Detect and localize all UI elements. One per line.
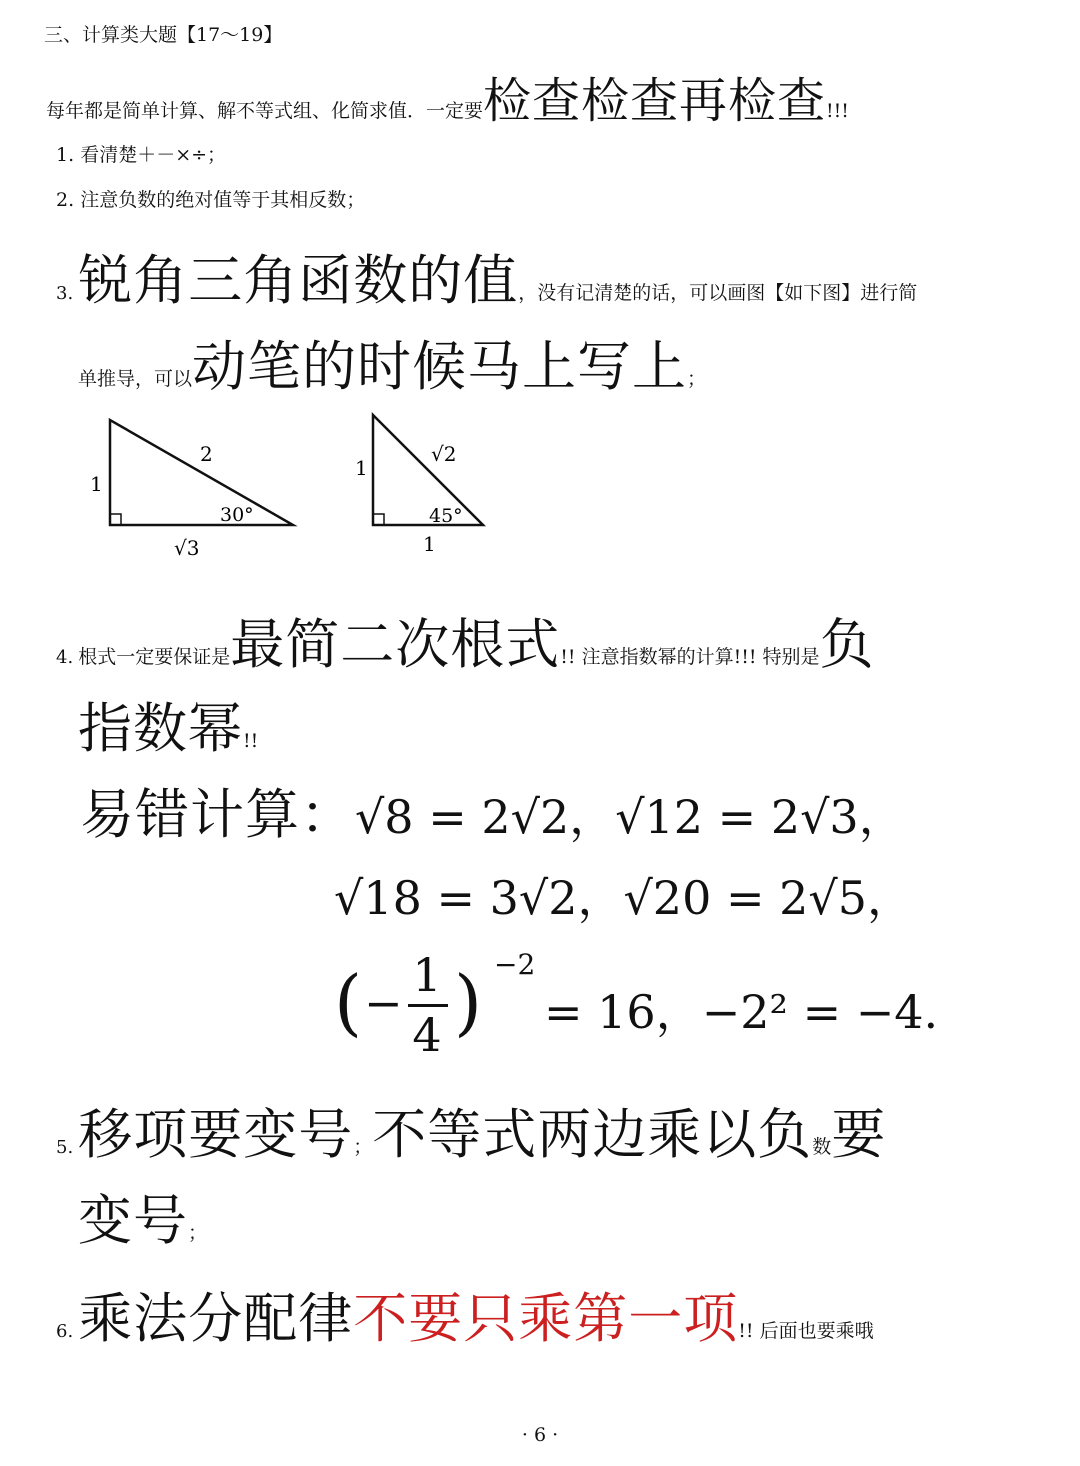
item-4-emphasis: 最简二次根式 xyxy=(230,613,561,676)
item-6-emphasis: 乘法分配律 xyxy=(78,1287,354,1350)
triangle-30-left-label: 1 xyxy=(90,472,103,496)
fraction-numerator: 1 xyxy=(412,948,442,1002)
item-3-emphasis-2: 动笔的时候马上写上 xyxy=(192,335,688,398)
errors-row-2 xyxy=(334,862,913,928)
item-1-text: 看清楚＋－×÷； xyxy=(80,144,227,166)
item-2-number: 2. xyxy=(56,189,75,211)
item-4-number: 4. xyxy=(56,647,74,668)
item-5-line-2 xyxy=(78,1178,207,1255)
triangle-45-diagram xyxy=(345,405,505,565)
errors-r2a: √18 = 3√2， xyxy=(334,871,624,925)
errors-row-1 xyxy=(80,772,905,849)
item-5-emphasis-2: 不等式两边乘以负 xyxy=(372,1103,813,1166)
item-4-text-2: !! 注意指数幂的计算!!! 特别是 xyxy=(560,646,820,668)
intro-tail: !!! xyxy=(826,100,849,122)
item-4-emphasis-3: 指数幂 xyxy=(78,697,243,760)
errors-r2b: √20 = 2√5， xyxy=(623,871,913,925)
item-3-emphasis: 锐角三角函数的值 xyxy=(78,249,519,312)
triangle-45-right-angle xyxy=(373,514,384,525)
item-6-red: 不要只乘第一项 xyxy=(353,1287,739,1350)
intro-line xyxy=(46,62,849,131)
triangle-30-angle-label: 30° xyxy=(220,504,254,526)
triangle-45-hyp-label: √2 xyxy=(431,442,457,466)
page-number: · 6 · xyxy=(521,1424,559,1446)
errors-label: 易错计算： xyxy=(80,783,355,846)
item-5-emphasis-3: 要 xyxy=(831,1103,887,1166)
errors-r1b: √12 = 2√3， xyxy=(615,790,905,844)
item-6-number: 6. xyxy=(56,1321,74,1342)
item-3-line-2 xyxy=(78,324,706,401)
item-6-tail: !! 后面也要乘哦 xyxy=(738,1320,874,1342)
section-title: 三、计算类大题【17～19】 xyxy=(44,24,283,46)
item-5-emphasis-4: 变号 xyxy=(78,1189,188,1252)
intro-text: 每年都是简单计算、解不等式组、化简求值．一定要 xyxy=(46,100,484,122)
triangle-45-bottom-label: 1 xyxy=(423,532,436,556)
item-5-emphasis: 移项要变号 xyxy=(78,1103,354,1166)
triangle-30-diagram xyxy=(80,405,320,570)
triangle-30-right-angle xyxy=(110,514,121,525)
item-5-sep: ； xyxy=(353,1136,373,1158)
paren-close: ) xyxy=(454,960,483,1044)
exponent: −2 xyxy=(494,948,536,981)
errors-r3: = 16，−2² = −4. xyxy=(544,985,939,1039)
item-4-line-1 xyxy=(56,602,875,679)
triangle-30-shape xyxy=(110,420,293,525)
triangle-30-hyp-label: 2 xyxy=(200,442,213,466)
fraction-bar xyxy=(408,1004,448,1007)
item-4-text: 根式一定要保证是 xyxy=(78,646,231,668)
minus-sign: − xyxy=(364,976,403,1030)
triangle-45-shape xyxy=(373,415,483,525)
triangle-45-angle-label: 45° xyxy=(429,505,463,527)
item-3-text: ，没有记清楚的话，可以画图【如下图】进行简 xyxy=(518,282,918,304)
triangle-30-bottom-label: √3 xyxy=(174,536,200,560)
item-1 xyxy=(56,140,226,167)
item-3-line-1 xyxy=(56,238,917,315)
item-3-tail: ； xyxy=(687,368,707,390)
item-3-number: 3. xyxy=(56,283,74,304)
item-6 xyxy=(56,1276,874,1353)
item-4-tail: !! xyxy=(243,730,259,752)
item-5-small: 数 xyxy=(812,1136,832,1158)
item-3-text-2: 单推导，可以 xyxy=(78,368,193,390)
intro-emphasis: 检查检查再检查 xyxy=(483,73,827,129)
errors-r1a: √8 = 2√2， xyxy=(355,790,616,844)
item-5-tail: ； xyxy=(188,1222,208,1244)
item-1-number: 1. xyxy=(56,144,75,166)
item-5-number: 5. xyxy=(56,1137,74,1158)
paren-open: ( xyxy=(334,960,363,1044)
item-4-line-2 xyxy=(78,686,258,763)
item-5-line-1 xyxy=(56,1092,886,1169)
fraction-denominator: 4 xyxy=(412,1008,442,1062)
triangle-45-left-label: 1 xyxy=(355,456,368,480)
item-4-emphasis-2: 负 xyxy=(819,613,875,676)
item-2-text: 注意负数的绝对值等于其相反数； xyxy=(80,189,366,211)
item-2 xyxy=(56,185,365,212)
